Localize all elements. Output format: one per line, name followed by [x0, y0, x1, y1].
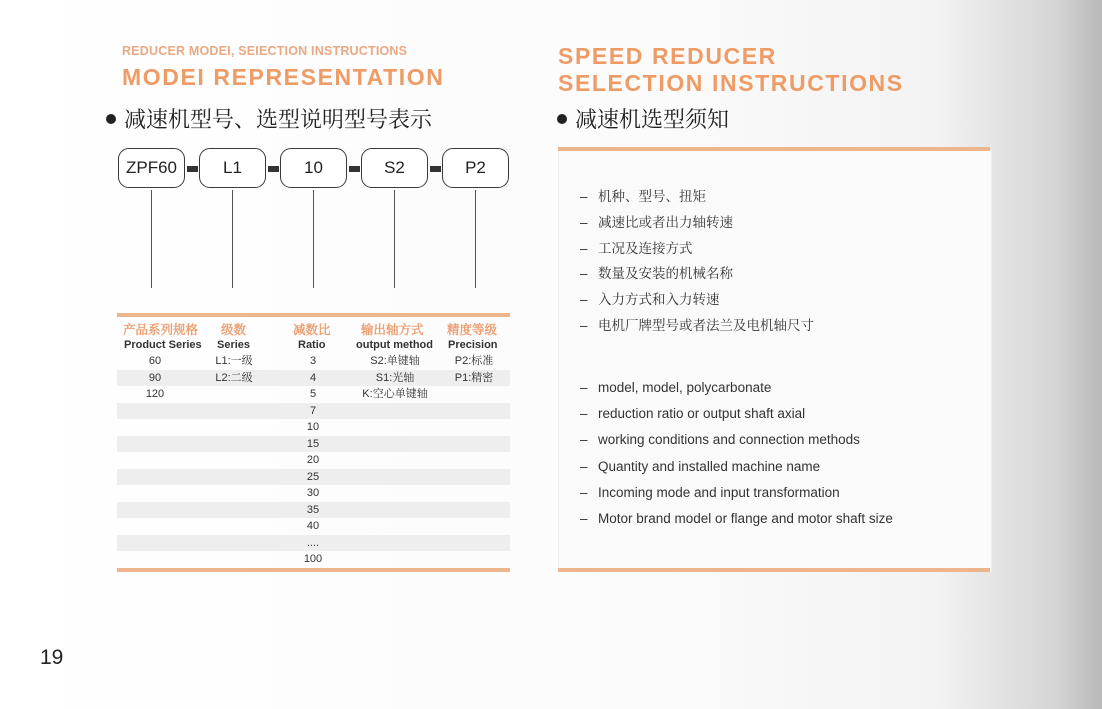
list-item-cn [580, 237, 693, 257]
right-title-line1: SPEED REDUCER [558, 43, 777, 69]
table-cell-product-series: 120 [145, 388, 165, 400]
code-box-precision: P2 [442, 148, 509, 188]
table-cell-series: L2:二级 [215, 371, 253, 384]
table-cell-output-method: S1:光轴 [375, 371, 415, 384]
dash-marker: – [580, 458, 588, 474]
list-item-en [580, 459, 820, 474]
dash-marker: – [580, 318, 588, 333]
page-number: 19 [40, 646, 64, 669]
table-cell-series: L1:一级 [215, 355, 253, 367]
list-item-text: 数量及安装的机械名称 [598, 266, 733, 282]
table-cell-output-method: S2:单键轴 [370, 355, 420, 367]
header-en-product-series: Product Series [124, 339, 202, 351]
list-item-text: 机种、型号、扭矩 [598, 189, 706, 204]
bullet-dot-icon [557, 114, 567, 124]
cn-heading-text: 减速机选型须知 [575, 107, 730, 132]
table-cell-precision: P1:精密 [454, 371, 494, 384]
cn-heading-text: 减速机型号、选型说明型号表示 [124, 107, 433, 132]
list-item-cn [580, 211, 733, 231]
code-dash [187, 166, 198, 172]
cn-heading-right [557, 103, 729, 134]
table-cell-ratio: 40 [306, 520, 320, 532]
list-item-text: Incoming mode and input transformation [598, 484, 840, 500]
bullet-dot-icon [106, 114, 116, 124]
connector-line [232, 190, 233, 288]
header-en-series: Series [217, 339, 251, 351]
table-top-rule [117, 313, 510, 317]
list-item-text: working conditions and connection methods [598, 432, 860, 448]
code-dash [430, 166, 441, 172]
table-cell-ratio: 4 [309, 371, 317, 384]
code-box-output: S2 [361, 148, 428, 188]
table-cell-product-series: 90 [148, 371, 162, 384]
section-eyebrow: REDUCER MODEI, SEIECTION INSTRUCTIONS [122, 44, 408, 58]
list-item-text: 入力方式和入力转速 [598, 292, 720, 308]
header-en-output-method: output method [356, 339, 433, 351]
table-cell-ratio: .... [306, 536, 320, 549]
dash-marker: – [580, 511, 588, 526]
table-cell-product-series: 60 [148, 355, 162, 367]
dash-marker: – [580, 240, 588, 256]
list-item-text: Motor brand model or flange and motor shaft size [598, 511, 893, 526]
dash-marker: – [580, 432, 588, 448]
list-item-en [580, 511, 893, 526]
header-cn-precision: 精度等级 [447, 323, 498, 337]
list-item-text: 电机厂牌型号或者法兰及电机轴尺寸 [598, 318, 814, 333]
connector-line [475, 190, 476, 288]
list-item-text: reduction ratio or output shaft axial [598, 406, 806, 422]
list-item-cn [580, 288, 720, 308]
table-cell-ratio: 25 [306, 470, 320, 483]
header-en-ratio: Ratio [298, 339, 326, 351]
table-cell-output-method: K:空心单键轴 [362, 388, 428, 400]
dash-marker: – [580, 380, 588, 395]
table-cell-precision: P2:标准 [454, 355, 494, 367]
header-cn-ratio: 减数比 [293, 323, 331, 337]
list-item-cn [580, 314, 814, 334]
dash-marker: – [580, 292, 588, 308]
right-title-line2: SELECTION INSTRUCTIONS [558, 70, 904, 96]
list-item-text: 工况及连接方式 [598, 240, 693, 256]
header-cn-series: 级数 [221, 323, 247, 337]
connector-line [151, 190, 152, 288]
table-cell-ratio: 30 [306, 487, 320, 499]
table-cell-ratio: 100 [303, 553, 323, 565]
table-cell-ratio: 15 [306, 437, 320, 450]
table-bottom-rule [117, 568, 510, 572]
dash-marker: – [580, 189, 588, 204]
dash-marker: – [580, 484, 588, 500]
list-item-text: model, model, polycarbonate [598, 380, 772, 395]
header-cn-product-series: 产品系列规格 [123, 323, 199, 337]
code-box-series: L1 [199, 148, 266, 188]
panel-top-rule [558, 147, 990, 151]
table-cell-ratio: 20 [306, 454, 320, 466]
list-item-cn [580, 262, 733, 282]
code-box-product: ZPF60 [118, 148, 185, 188]
code-dash [268, 166, 279, 172]
header-en-precision: Precision [448, 339, 498, 351]
dash-marker: – [580, 266, 588, 282]
panel-bottom-rule [558, 568, 990, 572]
section-title: MODEI REPRESENTATION [122, 64, 445, 90]
list-item-en [580, 380, 771, 395]
code-dash [349, 166, 360, 172]
connector-line [394, 190, 395, 288]
code-box-ratio: 10 [280, 148, 347, 188]
list-item-text: Quantity and installed machine name [598, 458, 821, 474]
table-cell-ratio: 3 [309, 355, 317, 367]
list-item-cn [580, 185, 706, 205]
connector-line [313, 190, 314, 288]
header-cn-output-method: 输出轴方式 [361, 323, 424, 337]
list-item-en [580, 406, 805, 421]
table-cell-ratio: 10 [306, 421, 320, 433]
table-cell-ratio: 35 [306, 503, 320, 516]
dash-marker: – [580, 406, 588, 422]
list-item-en [580, 485, 840, 500]
list-item-text: 减速比或者出力轴转速 [598, 214, 733, 230]
table-cell-ratio: 5 [309, 388, 317, 400]
dash-marker: – [580, 214, 588, 230]
table-cell-ratio: 7 [309, 404, 317, 417]
list-item-en [580, 432, 860, 447]
cn-heading-left [106, 103, 432, 134]
